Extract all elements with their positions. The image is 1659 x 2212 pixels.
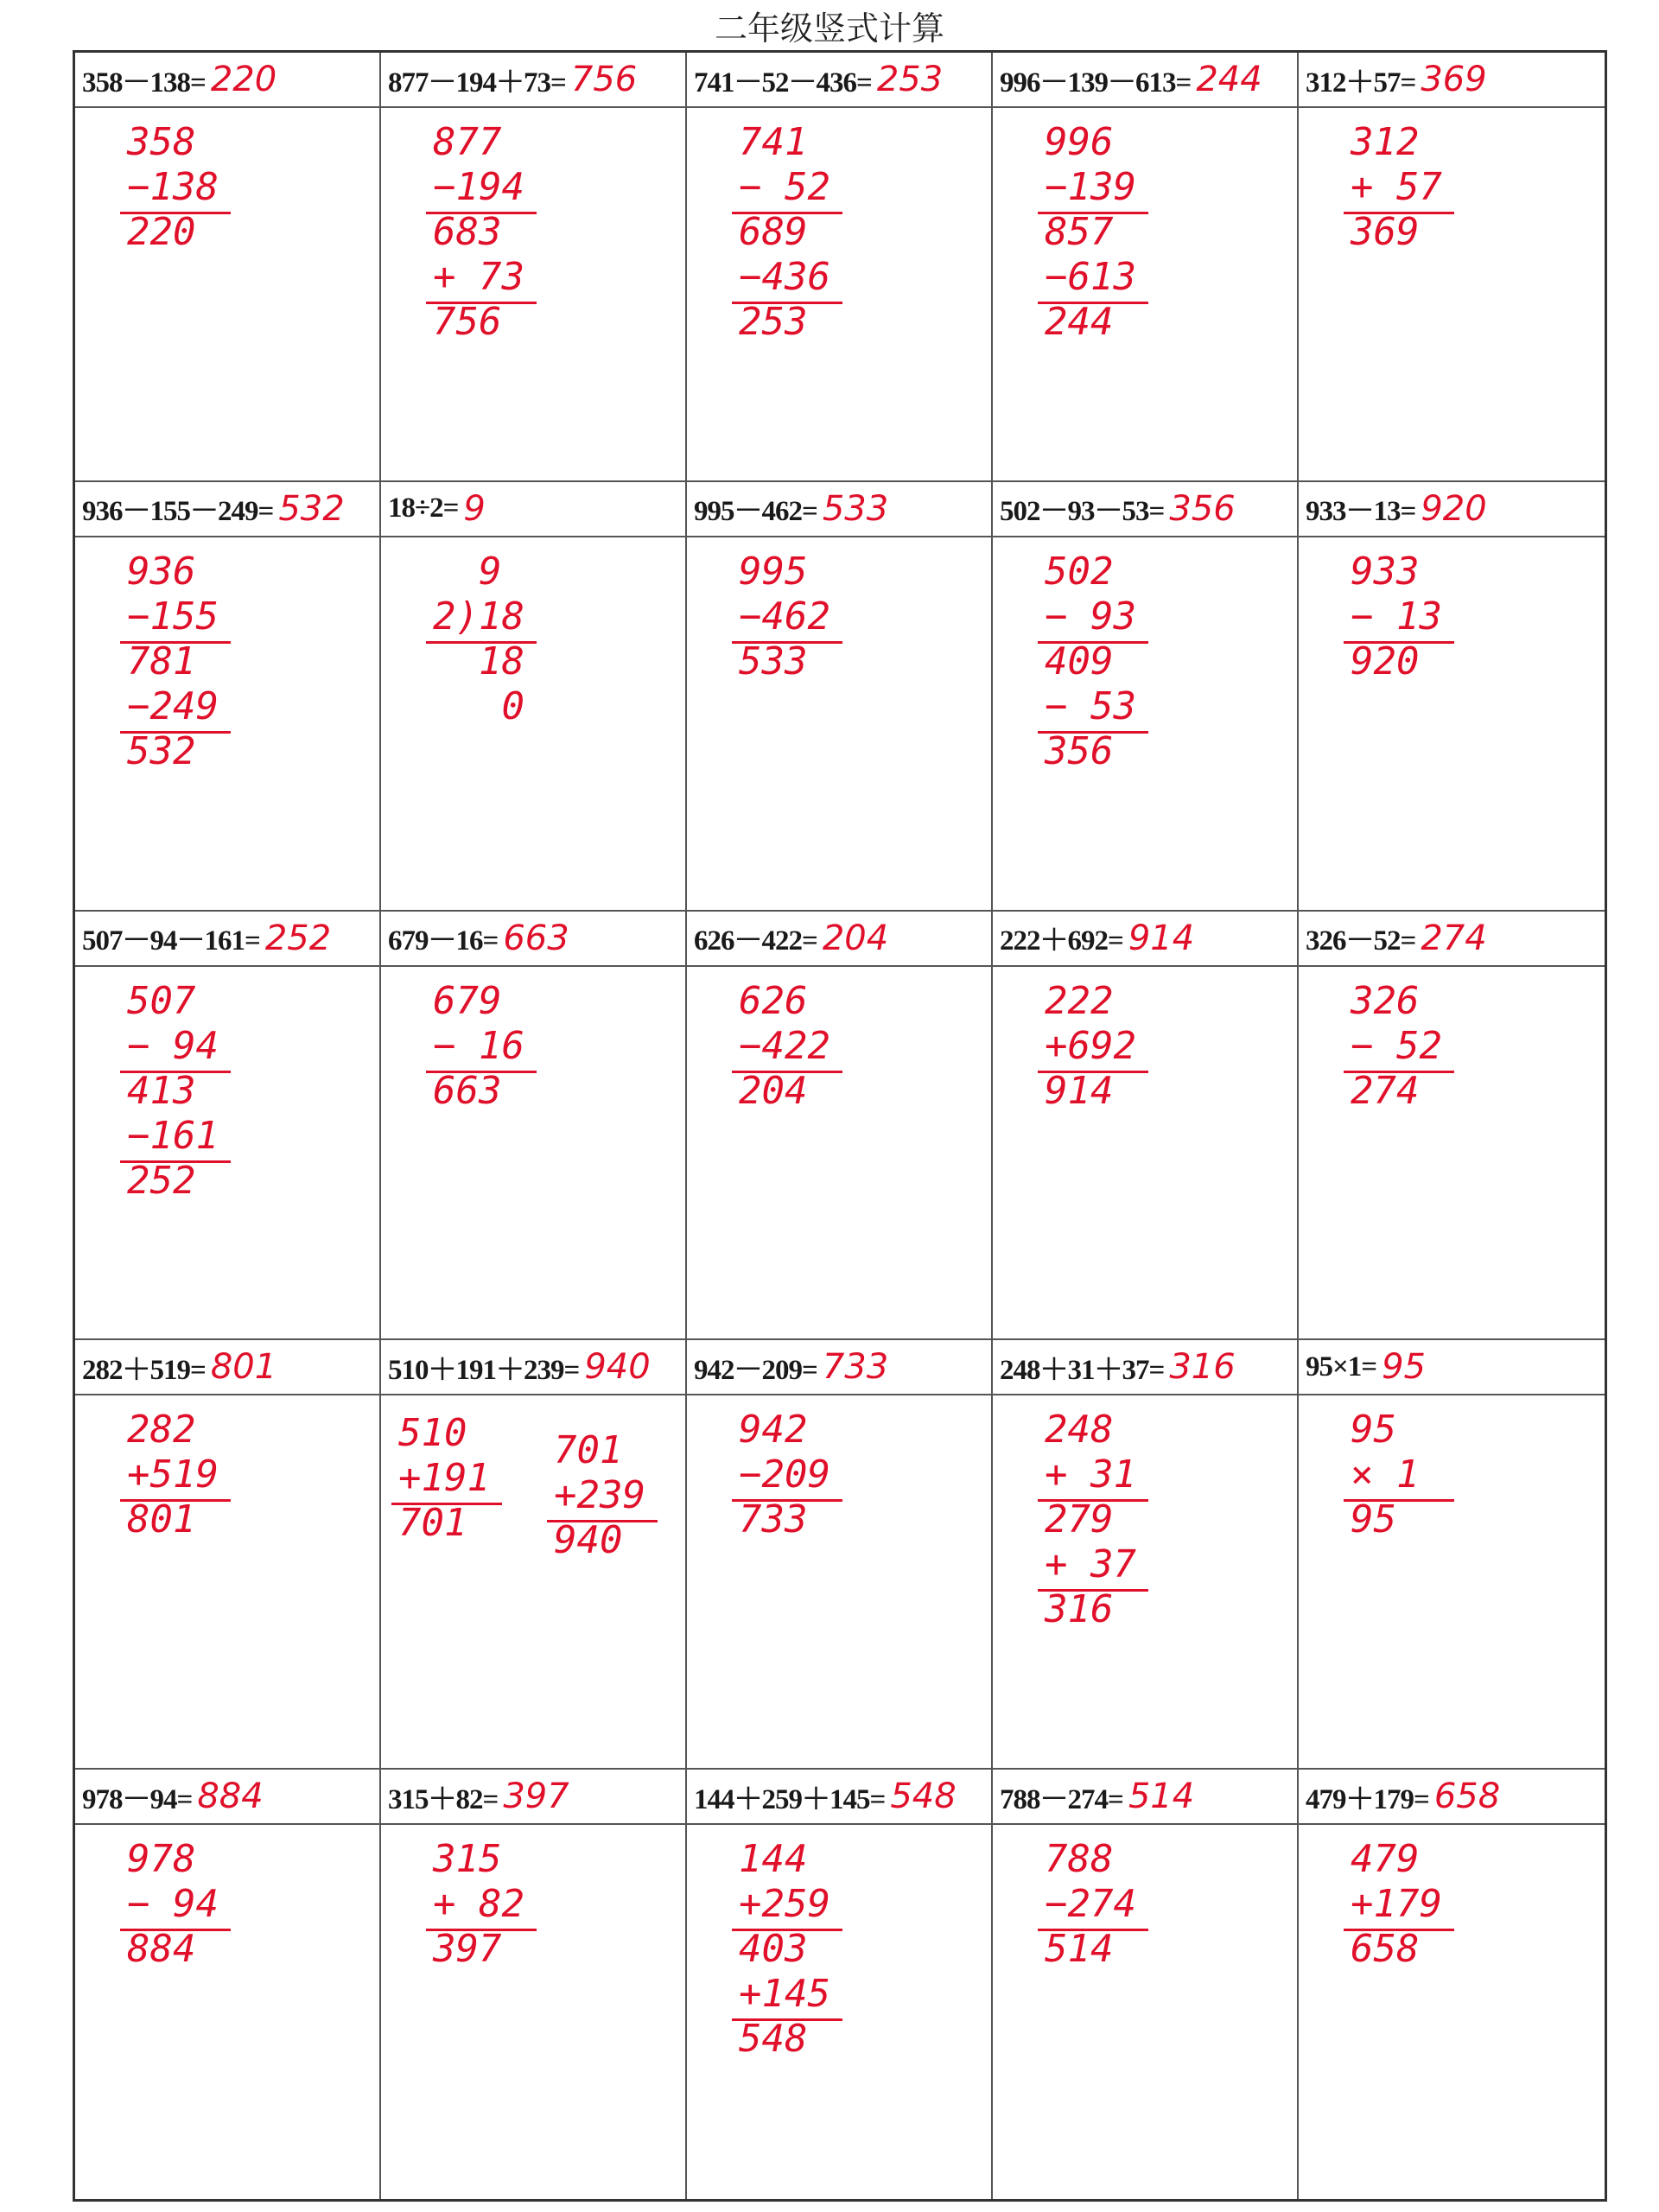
- work-line: 316: [1045, 1587, 1114, 1632]
- sum-rule: [1038, 212, 1148, 214]
- problem-expression: 315＋82=: [388, 1783, 499, 1815]
- problem-cell: [381, 1770, 687, 2199]
- work-area: [687, 1395, 991, 1768]
- work-line: 403: [739, 1927, 808, 1972]
- work-line: + 82: [433, 1882, 524, 1927]
- handwritten-work: [127, 1837, 219, 1972]
- sum-rule: [732, 641, 842, 644]
- sum-rule: [1038, 1499, 1148, 1502]
- problem-header: [381, 53, 685, 108]
- problem-cell: [687, 482, 993, 912]
- problem-expression: 933－13=: [1306, 496, 1416, 528]
- sum-rule: [1344, 641, 1454, 644]
- work-line: 663: [433, 1068, 502, 1113]
- problem-cell: [381, 912, 687, 1341]
- work-line: 312: [1351, 120, 1420, 164]
- handwritten-answer: 397: [503, 1777, 569, 1817]
- work-line: − 52: [1351, 1023, 1442, 1068]
- handwritten-answer: 733: [822, 1347, 889, 1388]
- handwritten-work: [127, 120, 219, 255]
- handwritten-answer: 658: [1433, 1777, 1501, 1817]
- work-line: +692: [1045, 1023, 1136, 1068]
- problem-expression: 144＋259＋145=: [694, 1783, 886, 1815]
- handwritten-answer: 95: [1382, 1347, 1427, 1388]
- handwritten-work: [739, 979, 830, 1114]
- problem-expression: 996－139－613=: [1000, 67, 1192, 99]
- worksheet-grid: [73, 50, 1607, 2202]
- work-line: 978: [127, 1837, 196, 1882]
- handwritten-work: [1351, 120, 1442, 255]
- problem-cell: [993, 1770, 1299, 2199]
- problem-cell: [687, 912, 993, 1341]
- problem-header: [687, 53, 991, 108]
- work-line: − 53: [1045, 683, 1136, 728]
- problem-expression: 788－274=: [1000, 1783, 1123, 1815]
- problem-header: [381, 1770, 685, 1825]
- work-area: [381, 108, 685, 480]
- problem-header: [993, 912, 1297, 967]
- work-line: + 37: [1045, 1542, 1136, 1587]
- problem-expression: 936－155－249=: [82, 496, 274, 528]
- work-line: 701: [554, 1428, 623, 1473]
- handwritten-answer: 514: [1128, 1777, 1195, 1817]
- problem-expression: 312＋57=: [1306, 67, 1416, 99]
- work-line: − 93: [1045, 594, 1136, 639]
- work-line: + 57: [1351, 165, 1442, 209]
- problem-cell: [993, 53, 1299, 482]
- work-line: +239: [554, 1473, 645, 1518]
- sum-rule: [732, 1499, 842, 1502]
- problem-header: [381, 1340, 685, 1395]
- problem-expression: 942－209=: [694, 1354, 817, 1386]
- work-line: 701: [398, 1501, 467, 1546]
- work-area: [687, 537, 991, 910]
- handwritten-answer: 533: [822, 488, 889, 529]
- problem-cell: [75, 482, 381, 912]
- sum-rule: [391, 1503, 502, 1505]
- work-area: [75, 1825, 379, 2199]
- problem-cell: [75, 1770, 381, 2199]
- sum-rule: [120, 1499, 231, 1502]
- handwritten-answer: 253: [876, 60, 944, 99]
- problem-header: [993, 482, 1297, 537]
- work-line: 222: [1045, 978, 1114, 1023]
- work-line: 279: [1045, 1497, 1114, 1542]
- problem-header: [1299, 482, 1605, 537]
- problem-expression: 502－93－53=: [1000, 496, 1165, 528]
- handwritten-answer: 920: [1421, 488, 1487, 529]
- sum-rule: [1038, 641, 1148, 644]
- handwritten-work: [1045, 979, 1136, 1114]
- problem-expression: 358－138=: [82, 67, 206, 99]
- handwritten-answer: 244: [1196, 60, 1262, 99]
- problem-cell: [381, 1340, 687, 1770]
- handwritten-work: [739, 1837, 830, 2062]
- work-line: − 94: [127, 1023, 219, 1068]
- work-area: [687, 1825, 991, 2199]
- work-line: 781: [127, 639, 196, 683]
- problem-cell: [1299, 53, 1605, 482]
- work-line: −613: [1045, 255, 1136, 299]
- problem-header: [381, 482, 685, 537]
- problem-header: [381, 912, 685, 967]
- work-line: 548: [739, 2017, 808, 2062]
- work-line: 510: [398, 1411, 467, 1456]
- work-line: 933: [1351, 549, 1420, 594]
- problem-cell: [993, 482, 1299, 912]
- sum-rule: [426, 212, 537, 214]
- work-line: 204: [739, 1068, 808, 1113]
- work-line: 741: [739, 120, 808, 164]
- work-area: [993, 537, 1297, 910]
- problem-header: [75, 53, 379, 108]
- handwritten-work: [1351, 550, 1442, 684]
- work-line: 679: [433, 978, 502, 1023]
- handwritten-work: [433, 1837, 524, 1972]
- work-line: −161: [127, 1113, 219, 1158]
- handwritten-answer: 204: [822, 918, 889, 958]
- problem-cell: [687, 1770, 993, 2199]
- handwritten-answer: 316: [1169, 1347, 1236, 1388]
- work-line: 507: [127, 978, 196, 1023]
- work-line: 248: [1045, 1408, 1114, 1452]
- work-area: [1299, 1825, 1605, 2199]
- problem-header: [75, 912, 379, 967]
- work-line: 315: [433, 1837, 502, 1882]
- sum-rule: [732, 2018, 842, 2021]
- problem-header: [687, 912, 991, 967]
- handwritten-work: [1351, 1408, 1419, 1542]
- sum-rule: [1344, 1071, 1454, 1073]
- work-line: − 13: [1351, 594, 1442, 639]
- work-line: 220: [127, 210, 196, 254]
- handwritten-answer: 220: [210, 60, 277, 99]
- problem-expression: 95×1=: [1306, 1351, 1377, 1382]
- handwritten-answer: 914: [1128, 918, 1195, 958]
- work-line: − 52: [739, 165, 830, 209]
- work-line: 253: [739, 300, 808, 344]
- work-line: 857: [1045, 210, 1114, 254]
- problem-header: [993, 53, 1297, 108]
- problem-header: [1299, 912, 1605, 967]
- problem-expression: 626－422=: [694, 925, 817, 957]
- problem-expression: 18÷2=: [388, 493, 459, 524]
- sum-rule: [120, 641, 231, 644]
- problem-expression: 510＋191＋239=: [388, 1354, 580, 1386]
- work-line: 689: [739, 210, 808, 254]
- handwritten-answer: 756: [570, 60, 638, 99]
- problem-expression: 679－16=: [388, 925, 499, 957]
- work-line: 801: [127, 1497, 196, 1542]
- work-line: +519: [127, 1452, 219, 1497]
- sum-rule: [120, 1929, 231, 1931]
- work-area: [381, 1825, 685, 2199]
- work-area: [75, 537, 379, 910]
- work-area: [993, 1395, 1297, 1768]
- handwritten-work: [1045, 1837, 1136, 1972]
- problem-cell: [1299, 1340, 1605, 1770]
- work-line: − 94: [127, 1882, 219, 1927]
- sum-rule: [732, 212, 842, 214]
- handwritten-work: [1351, 1837, 1442, 1972]
- work-area: [381, 1395, 685, 1768]
- problem-expression: 507－94－161=: [82, 925, 260, 957]
- sum-rule: [426, 1929, 537, 1931]
- handwritten-work: [739, 120, 830, 345]
- work-area: [1299, 1395, 1605, 1768]
- problem-cell: [75, 1340, 381, 1770]
- handwritten-work: [127, 1408, 219, 1542]
- problem-expression: 741－52－436=: [694, 67, 872, 99]
- work-line: 502: [1045, 549, 1114, 594]
- sum-rule: [120, 731, 231, 734]
- problem-cell: [75, 912, 381, 1341]
- problem-expression: 248＋31＋37=: [1000, 1354, 1165, 1386]
- handwritten-work: [739, 1408, 830, 1542]
- sum-rule: [732, 1929, 842, 1931]
- work-line: 920: [1351, 639, 1420, 683]
- work-area: [381, 967, 685, 1339]
- handwritten-work: [127, 979, 219, 1204]
- problem-header: [993, 1340, 1297, 1395]
- problem-header: [1299, 1340, 1605, 1395]
- work-line: 244: [1045, 300, 1114, 344]
- work-line: 397: [433, 1927, 502, 1972]
- handwritten-work: [1045, 1408, 1136, 1632]
- sum-rule: [120, 1160, 231, 1163]
- work-line: 884: [127, 1927, 196, 1972]
- work-line: −209: [739, 1452, 830, 1497]
- handwritten-answer: 356: [1169, 488, 1236, 529]
- work-area: [1299, 967, 1605, 1339]
- sum-rule: [547, 1520, 658, 1522]
- handwritten-work: [127, 550, 219, 774]
- handwritten-work: [433, 979, 524, 1114]
- problem-cell: [75, 53, 381, 482]
- work-line: −436: [739, 255, 830, 299]
- work-line: +259: [739, 1882, 830, 1927]
- problem-header: [1299, 53, 1605, 108]
- work-line: 940: [554, 1518, 623, 1563]
- handwritten-answer: 274: [1421, 918, 1487, 958]
- handwritten-answer: 9: [463, 488, 486, 529]
- sum-rule: [1038, 731, 1148, 734]
- handwritten-work: [739, 550, 830, 684]
- work-line: 9: [433, 549, 502, 594]
- handwritten-work: [1045, 550, 1136, 774]
- work-line: 914: [1045, 1068, 1114, 1113]
- problem-cell: [1299, 482, 1605, 912]
- sum-rule: [426, 302, 537, 304]
- handwritten-work: [433, 550, 524, 729]
- handwritten-work: [433, 120, 524, 345]
- work-line: 996: [1045, 120, 1114, 164]
- sum-rule: [426, 641, 537, 644]
- sum-rule: [120, 1071, 231, 1073]
- handwritten-answer: 532: [278, 488, 345, 529]
- work-line: + 73: [433, 255, 524, 299]
- work-line: 274: [1351, 1068, 1420, 1113]
- work-area: [1299, 537, 1605, 910]
- problem-expression: 282＋519=: [82, 1354, 206, 1386]
- work-area: [75, 967, 379, 1339]
- work-area: [75, 108, 379, 480]
- handwritten-answer: 252: [264, 918, 332, 958]
- handwritten-answer: 801: [210, 1347, 277, 1388]
- sum-rule: [732, 302, 842, 304]
- handwritten-answer: 884: [197, 1777, 264, 1817]
- problem-expression: 222＋692=: [1000, 925, 1123, 957]
- problem-cell: [687, 1340, 993, 1770]
- work-line: 356: [1045, 728, 1114, 773]
- problem-header: [75, 482, 379, 537]
- sum-rule: [1038, 1929, 1148, 1931]
- work-line: − 16: [433, 1023, 524, 1068]
- problem-header: [687, 1340, 991, 1395]
- work-area: [687, 967, 991, 1339]
- work-line: 409: [1045, 639, 1114, 683]
- problem-expression: 995－462=: [694, 496, 817, 528]
- handwritten-work: [1045, 120, 1136, 345]
- problem-expression: 326－52=: [1306, 925, 1416, 957]
- sum-rule: [1344, 1499, 1454, 1502]
- work-line: 0: [433, 683, 524, 728]
- problem-cell: [1299, 1770, 1605, 2199]
- work-line: 479: [1351, 1837, 1420, 1882]
- handwritten-answer: 369: [1421, 60, 1487, 99]
- work-area: [993, 108, 1297, 480]
- sum-rule: [1038, 302, 1148, 304]
- work-line: 514: [1045, 1927, 1114, 1972]
- work-line: 144: [739, 1837, 808, 1882]
- work-line: −155: [127, 594, 219, 639]
- work-line: 252: [127, 1158, 196, 1203]
- handwritten-work: [398, 1411, 490, 1546]
- handwritten-answer: 940: [584, 1347, 651, 1388]
- problem-header: [687, 1770, 991, 1825]
- work-area: [1299, 108, 1605, 480]
- work-line: 733: [739, 1497, 808, 1542]
- problem-cell: [381, 53, 687, 482]
- work-line: + 31: [1045, 1452, 1136, 1497]
- sum-rule: [426, 1071, 537, 1073]
- work-area: [993, 1825, 1297, 2199]
- work-line: 533: [739, 639, 808, 683]
- work-line: 95: [1351, 1497, 1396, 1542]
- work-line: −138: [127, 165, 219, 209]
- work-line: −422: [739, 1023, 830, 1068]
- handwritten-answer: 548: [890, 1777, 957, 1817]
- problem-cell: [993, 1340, 1299, 1770]
- worksheet-title: 二年级竖式计算: [714, 10, 944, 48]
- work-area: [687, 108, 991, 480]
- work-line: 756: [433, 300, 502, 344]
- work-line: +145: [739, 1972, 830, 2017]
- sum-rule: [120, 212, 231, 214]
- work-line: +179: [1351, 1882, 1442, 1927]
- work-area: [993, 967, 1297, 1339]
- problem-cell: [381, 482, 687, 912]
- work-area: [381, 537, 685, 910]
- work-line: 626: [739, 978, 808, 1023]
- sum-rule: [732, 1071, 842, 1073]
- sum-rule: [1344, 212, 1454, 214]
- work-line: 18: [433, 639, 524, 683]
- handwritten-answer: 663: [503, 918, 569, 958]
- work-line: −274: [1045, 1882, 1136, 1927]
- sum-rule: [1344, 1929, 1454, 1931]
- work-line: 2)18: [433, 594, 524, 639]
- sum-rule: [1038, 1071, 1148, 1073]
- handwritten-work: [1351, 979, 1442, 1114]
- problem-header: [687, 482, 991, 537]
- problem-expression: 479＋179=: [1306, 1783, 1429, 1815]
- work-line: 413: [127, 1068, 196, 1113]
- handwritten-work-second: [554, 1428, 645, 1563]
- work-line: 358: [127, 120, 196, 164]
- work-line: 95: [1351, 1408, 1396, 1452]
- problem-header: [75, 1340, 379, 1395]
- work-line: 532: [127, 728, 196, 773]
- work-line: +191: [398, 1456, 490, 1501]
- work-line: −139: [1045, 165, 1136, 209]
- problem-header: [993, 1770, 1297, 1825]
- work-line: −194: [433, 165, 524, 209]
- work-line: 995: [739, 549, 808, 594]
- problem-expression: 978－94=: [82, 1783, 193, 1815]
- problem-cell: [1299, 912, 1605, 1341]
- work-area: [75, 1395, 379, 1768]
- work-line: 326: [1351, 978, 1420, 1023]
- work-line: 942: [739, 1408, 808, 1452]
- work-line: × 1: [1351, 1452, 1420, 1497]
- problem-cell: [687, 53, 993, 482]
- problem-cell: [993, 912, 1299, 1341]
- problem-expression: 877－194＋73=: [388, 67, 566, 99]
- work-line: 788: [1045, 1837, 1114, 1882]
- work-line: 683: [433, 210, 502, 254]
- work-line: 936: [127, 549, 196, 594]
- work-line: −249: [127, 683, 219, 728]
- sum-rule: [1038, 1589, 1148, 1592]
- work-line: 877: [433, 120, 502, 164]
- problem-header: [75, 1770, 379, 1825]
- work-line: −462: [739, 594, 830, 639]
- work-line: 369: [1351, 210, 1420, 254]
- work-line: 282: [127, 1408, 196, 1452]
- problem-header: [1299, 1770, 1605, 1825]
- work-line: 658: [1351, 1927, 1420, 1972]
